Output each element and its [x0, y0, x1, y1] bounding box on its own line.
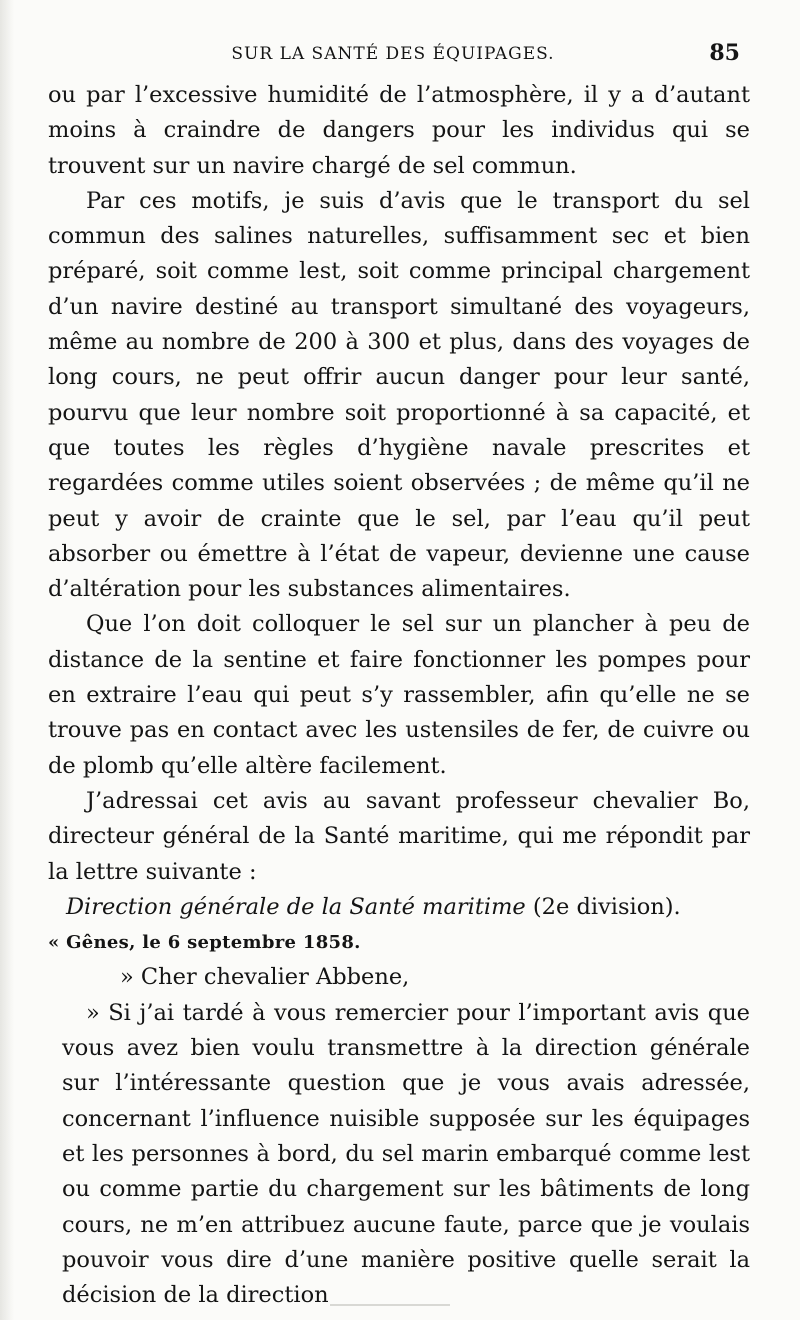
page-body — [48, 78, 750, 1313]
letter-body — [48, 996, 750, 1314]
letter-dateline: « Gênes, le 6 septembre 1858. — [48, 932, 361, 954]
paragraph-continuation: ou par l’excessive humidité de l’atmosphère, il y a d’autant moins à craindre de dangers pour les individus qui se trouvent sur un navire chargé de sel commun. — [48, 82, 750, 179]
letter-heading — [48, 890, 750, 925]
letter-salutation: » Cher chevalier Abbene, — [120, 964, 410, 991]
paragraph-storage: Que l’on doit colloquer le sel sur un plancher à peu de distance de la sentine et faire fonctionner les pompes pour en extraire l’eau qui peut s’y rassembler, afin qu’elle ne se trouve pas en contact avec les ustensiles de fer, de cuivre ou de plomb qu’elle altère facilement. — [48, 611, 750, 779]
page-header — [46, 38, 740, 70]
letter-heading-direction: Direction générale de la Santé maritime — [66, 893, 526, 920]
paragraph-opinion: Par ces motifs, je suis d’avis que le transport du sel commun des salines naturelles, suffisamment sec et bien préparé, soit comme lest, soit comme principal chargement d’un navire destiné au transport simultané des voyageurs, même au nombre de 200 à 300 et plus, dans des voyages de long cours, ne peut offrir aucun danger pour leur santé, pourvu que leur nombre soit proportionné à sa capacité, et que toutes les règles d’hygiène navale prescrites et regardées comme utiles soient observées ; de même qu’il ne peut y avoir de crainte que le sel, par l’eau qu’il peut absorber ou émettre à l’état de vapeur, devienne une cause d’altération pour les substances alimentaires. — [48, 187, 750, 603]
letter-paragraph: » Si j’ai tardé à vous remercier pour l’important avis que vous avez bien voulu transmettre à la direction générale sur l’intéressante question que je vous avais adressée, concernant l’influence nuisible supposée sur les équipages et les personnes à bord, du sel marin embarqué comme lest ou comme partie du chargement sur les bâtiments de long cours, ne m’en attribuez aucune faute, parce que je voulais pouvoir vous dire d’une manière positive quelle serait la décision de la direction — [62, 999, 750, 1309]
footer-rule — [330, 1304, 450, 1306]
running-title: SUR LA SANTÉ DES ÉQUIPAGES. — [231, 44, 555, 64]
letter-heading-division: (2e division). — [532, 893, 681, 920]
page-number: 85 — [709, 40, 740, 66]
paragraph-letter-intro: J’adressai cet avis au savant professeur chevalier Bo, directeur général de la Santé maritime, qui me répondit par la lettre suivante : — [48, 787, 750, 885]
